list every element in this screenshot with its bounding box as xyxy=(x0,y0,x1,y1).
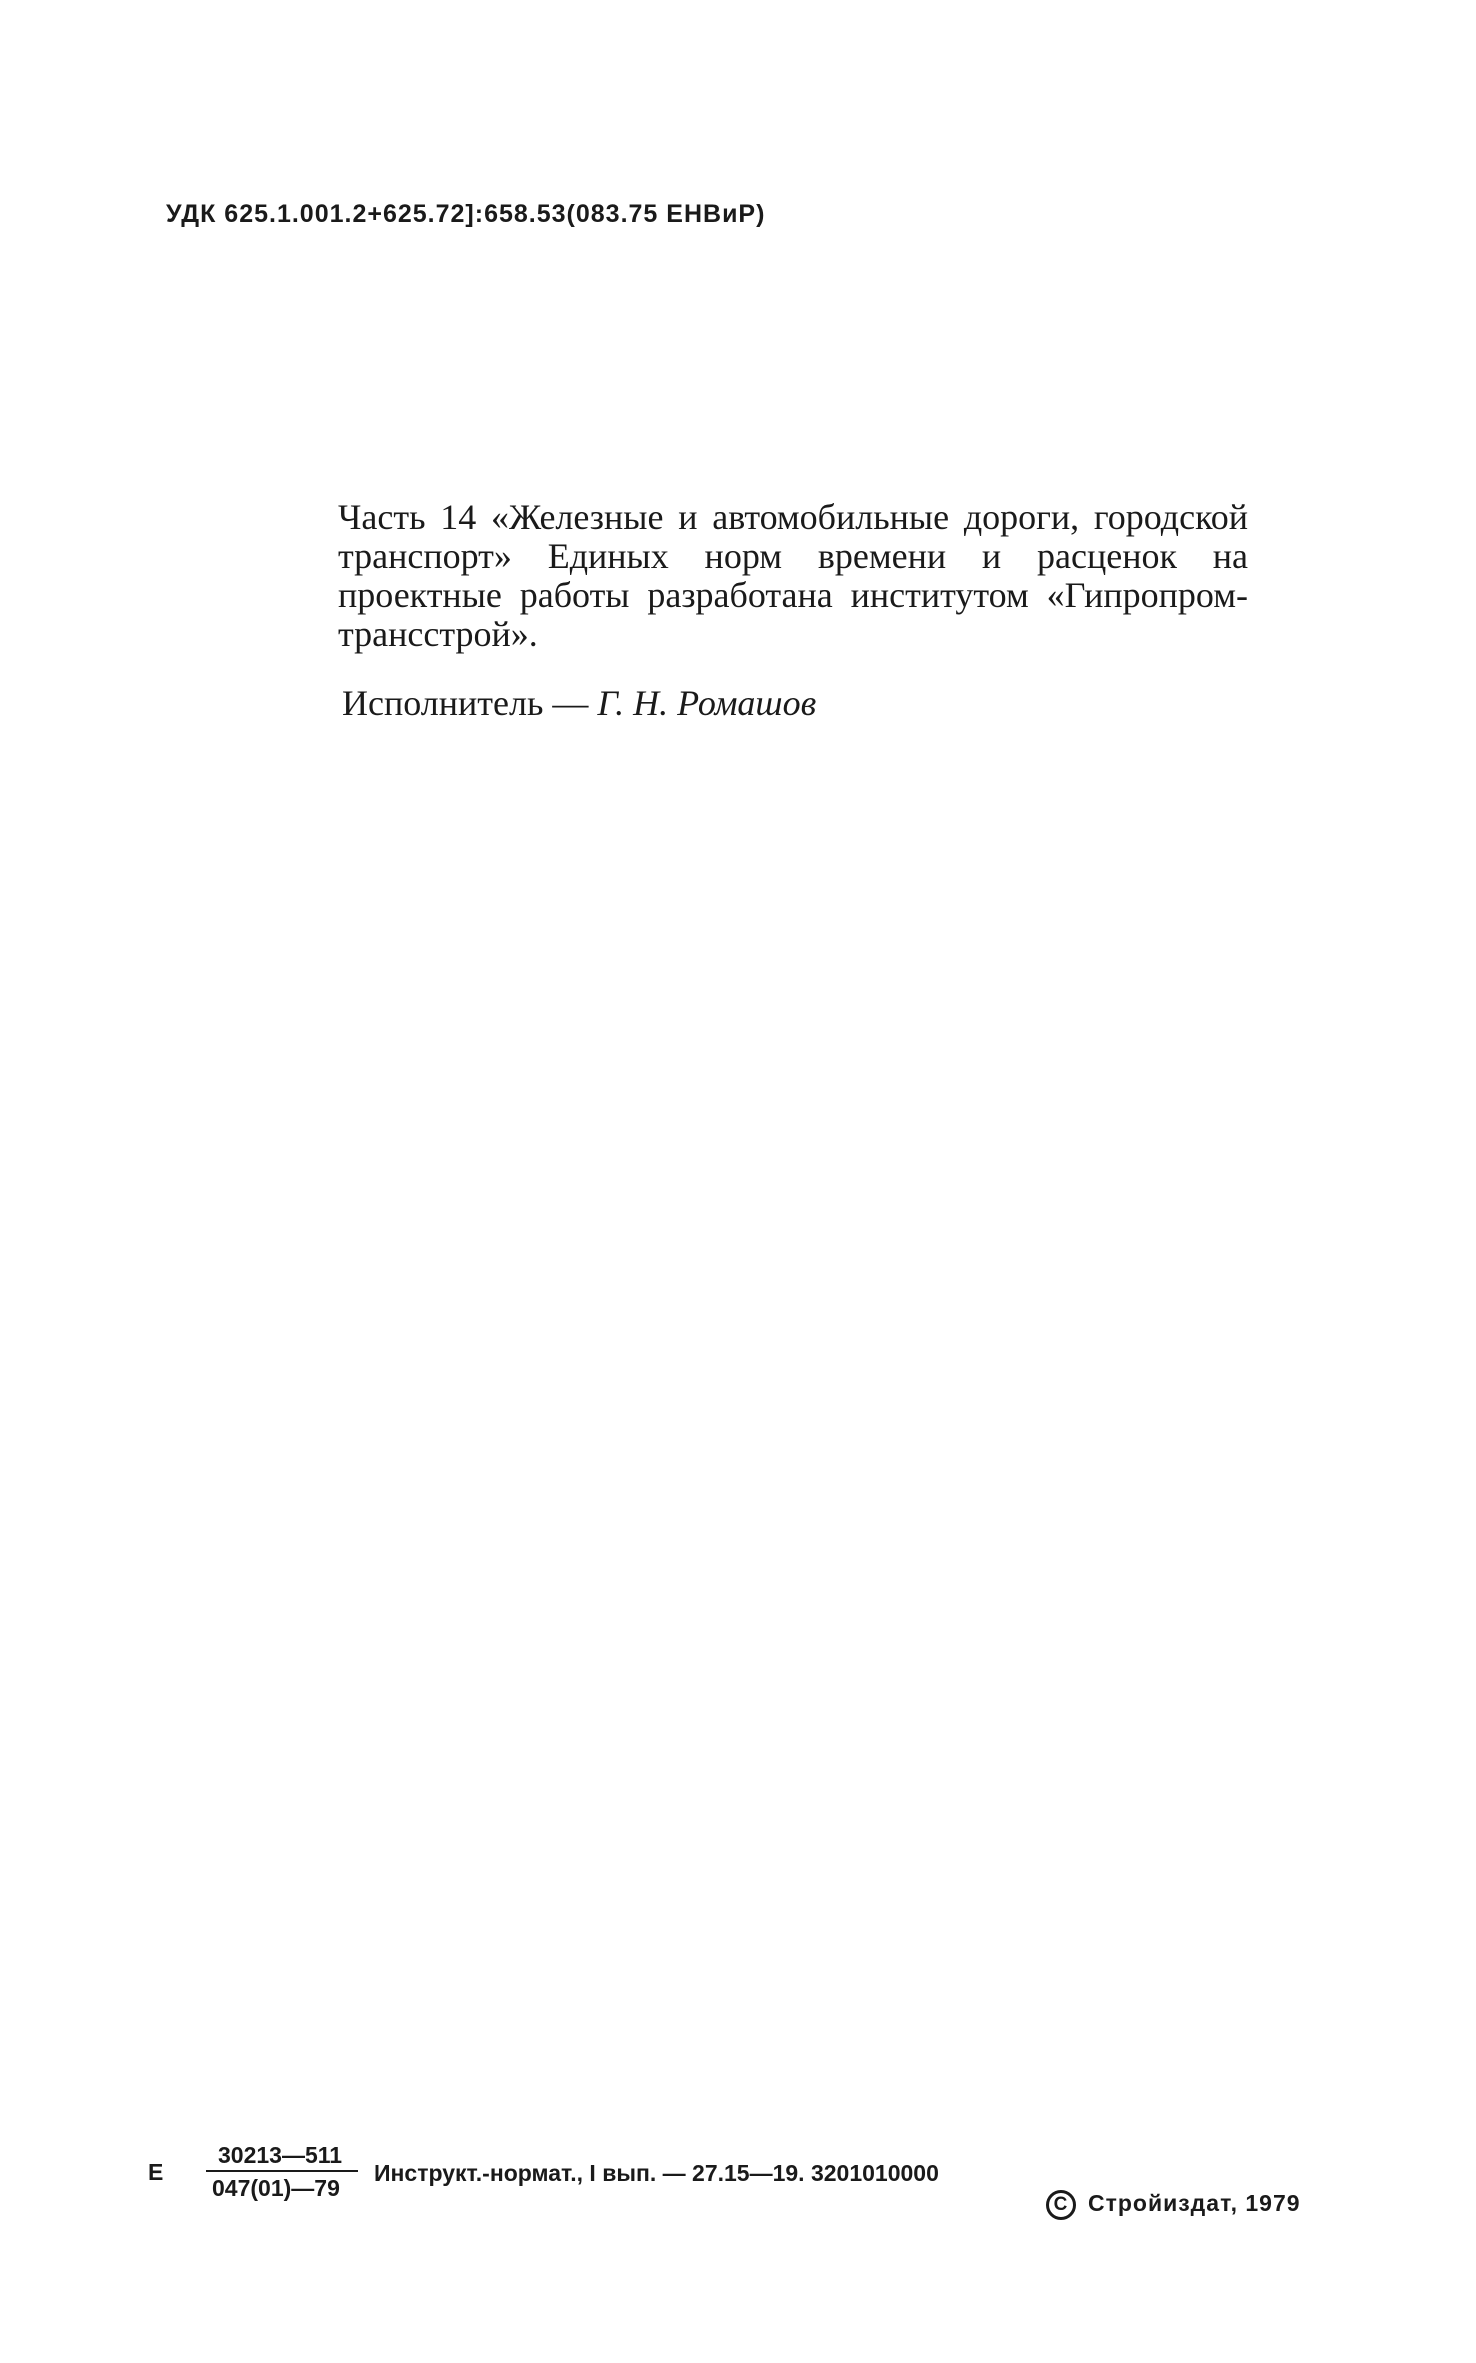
executor-label: Исполнитель — xyxy=(342,683,598,723)
executor-name: Г. Н. Ромашов xyxy=(597,683,817,723)
copyright-icon: С xyxy=(1046,2190,1076,2220)
imprint-block xyxy=(148,2140,1348,2230)
publisher-name: Стройиздат, 1979 xyxy=(1088,2190,1301,2217)
fraction-numerator: 30213—511 xyxy=(218,2142,343,2168)
udc-code: УДК 625.1.001.2+625.72]:658.53(083.75 ЕНВиР) xyxy=(166,200,766,228)
publisher-line xyxy=(1046,2190,1301,2220)
index-letter: Е xyxy=(148,2159,164,2185)
credits-paragraph: Часть 14 «Железные и автомобильные дороги, городской транспорт» Единых норм времени и расценок на проектные работы разработана институтом «Гипропромтрансстрой». xyxy=(338,497,1248,654)
print-info: Инструкт.-нормат., I вып. — 27.15—19. 3201010000 xyxy=(374,2160,939,2186)
executor-line xyxy=(342,682,816,724)
fraction-denominator: 047(01)—79 xyxy=(212,2175,340,2201)
